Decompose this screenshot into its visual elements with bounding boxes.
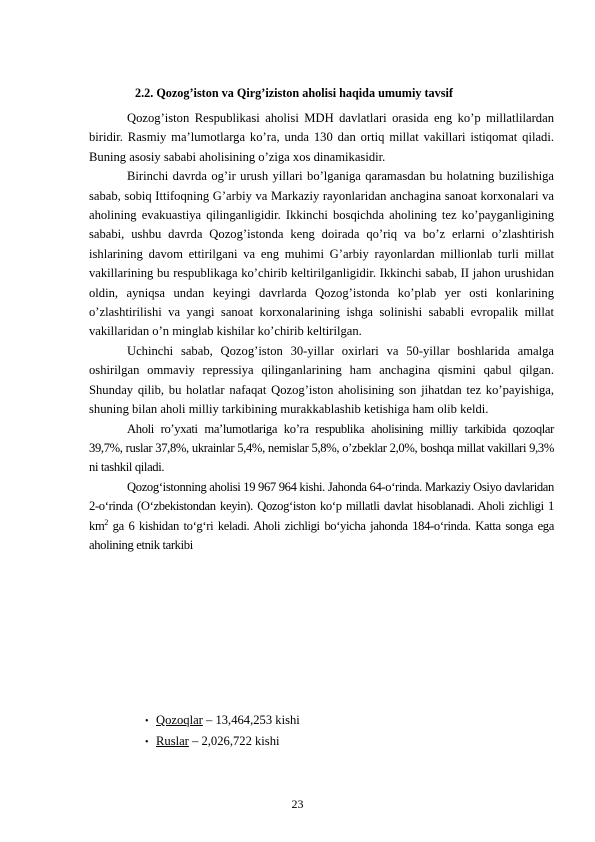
- bullet-icon: •: [145, 716, 149, 727]
- paragraph-5-text-b: ga 6 kishidan to‘g‘ri keladi. Aholi zichligi bo‘yicha jahonda 184-o‘rinda. Katta songa ega aholining etnik tarkibi: [89, 518, 554, 552]
- body-text: [89, 109, 554, 555]
- link-ruslar[interactable]: Ruslar: [156, 733, 189, 748]
- bullet-icon: •: [145, 736, 149, 748]
- paragraph-1: Qozog’iston Respublikasi aholisi MDH davlatlari orasida eng ko’p millatlilardan biridir. Rasmiy ma’lumotlarga ko’ra, unda 130 dan ortiq millat vakillari istiqomat qiladi. Buning asosiy sababi aholisining o’ziga xos dinamikasidir.: [89, 111, 554, 164]
- list-item-value: – 2,026,722 kishi: [188, 733, 280, 748]
- list-item-value: – 13,464,253 kishi: [202, 713, 300, 727]
- paragraph-4: Aholi ro’yxati ma’lumotlariga ko’ra respublika aholisining milliy tarkibida qozoqlar 39,7%, ruslar 37,8%, ukrainlar 5,4%, nemislar 5,8%, o’zbeklar 2,0%, boshqa millat vakillari 9,3% ni tashkil qiladi.: [89, 421, 554, 475]
- list-item: [145, 711, 300, 732]
- paragraph-5-text-a: Qozog‘istonning aholisi 19 967 964 kishi. Jahonda 64-o‘rinda. Markaziy Osiyo davlaridan 2-o‘rinda (O‘zbekistondan keyin). Qozog‘iston ko‘p millatli davlat hisoblanadi. Aholi zichligi 1 km: [89, 479, 554, 533]
- link-qozoqlar[interactable]: Qozoqlar: [156, 713, 203, 727]
- section-heading: 2.2. Qozog’iston va Qirg’iziston aholisi haqida umumiy tavsif: [135, 86, 453, 100]
- superscript-2: 2: [104, 517, 109, 527]
- paragraph-2: Birinchi davrda og’ir urush yillari bo’lganiga qaramasdan bu holatning buzilishiga sabab, sobiq Ittifoqning G’arbiy va Markaziy rayonlaridan anchagina sanoat korxonalari va aholining evakuastiya qilinganligidir. Ikkinchi bosqichda aholining tez ko’payganligining sababi, ushbu davrda Qozog’istonda keng doirada qo’riq va bo’z erlarni o’zlashtirish ishlarining davom ettirilgani va eng muhimi G’arbiy rayonlardan millionlab turli millat vakillarining bu respublikaga ko’chirib keltirilganligidir. Ikkinchi sabab, II jahon urushidan oldin, ayniqsa undan keyingi davrlarda Qozog’istonda ko’plab yer osti konlarining o’zlashtirilishi va yangi sanoat korxonalarining ishga solinishi sababli evropalik millat vakillaridan o’n minglab kishilar ko’chirib keltirilgan.: [89, 169, 554, 339]
- paragraph-3: Uchinchi sabab, Qozog’iston 30-yillar oxirlari va 50-yillar boshlarida amalga oshirilgan ommaviy repressiya qilinganlarining ham anchagina qismini qabul qilgan. Shunday qilib, bu holatlar nafaqat Qozog’iston aholisining son jihatdan tez ko’payishiga, shuning bilan aholi milliy tarkibining murakkablashib ketishiga ham olib keldi.: [89, 343, 554, 417]
- page-number: 23: [291, 797, 304, 811]
- ethnic-list: [145, 711, 300, 752]
- paragraph-5: [89, 478, 554, 556]
- list-item: [145, 732, 300, 753]
